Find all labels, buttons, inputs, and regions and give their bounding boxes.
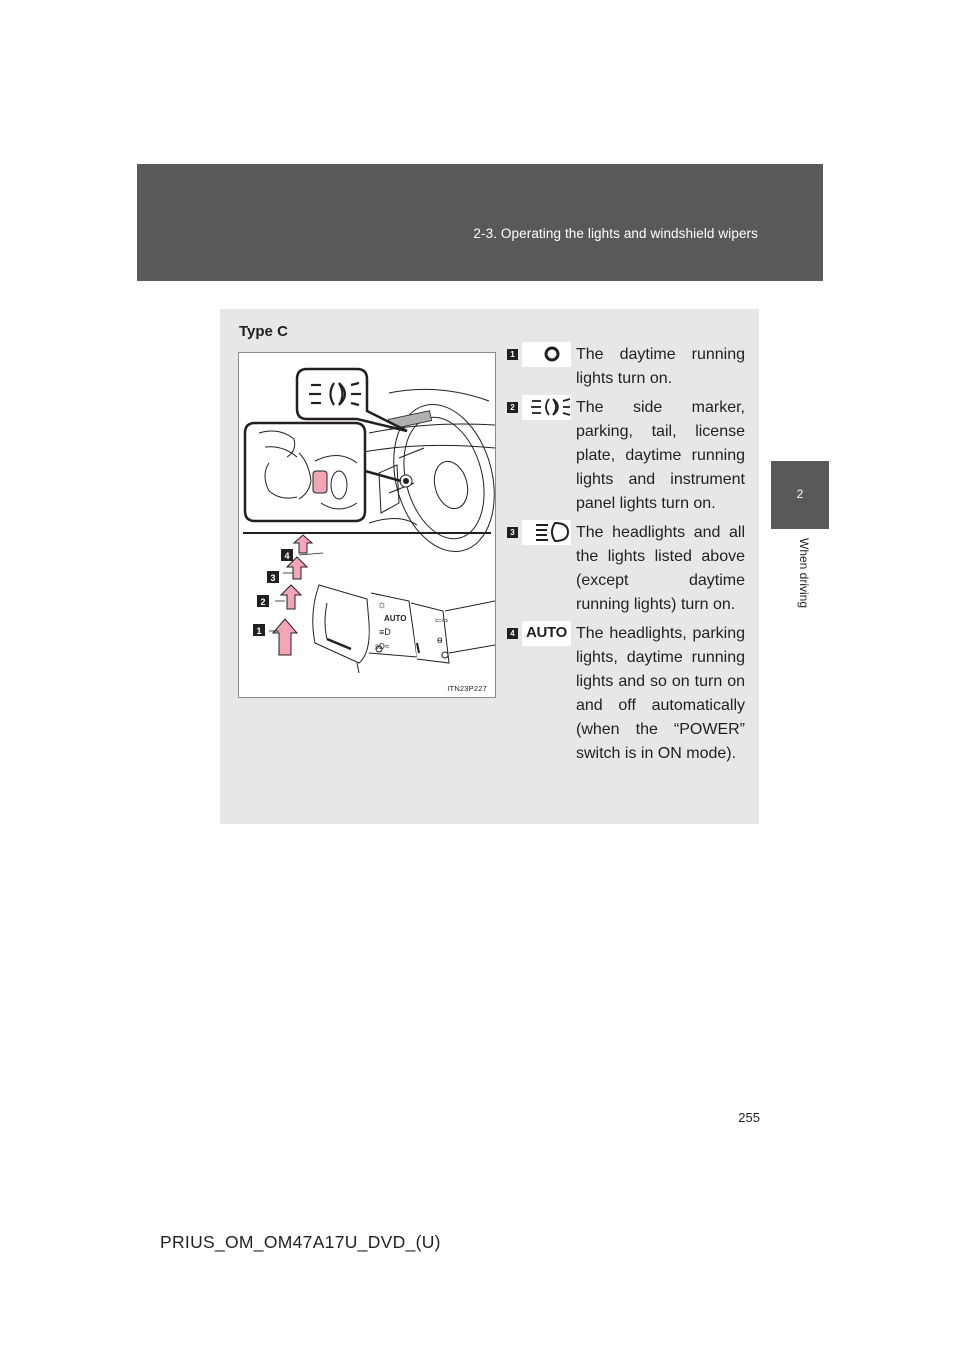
item-description: The daytime running lights turn on. xyxy=(576,346,745,387)
list-item xyxy=(505,342,745,391)
item-number-badge: 2 xyxy=(507,402,518,413)
list-item xyxy=(505,621,745,766)
header-band xyxy=(137,164,823,281)
svg-text:4: 4 xyxy=(284,551,290,561)
svg-text:ɵ: ɵ xyxy=(437,635,443,646)
svg-text:3: 3 xyxy=(270,573,276,583)
item-number-badge: 4 xyxy=(507,628,518,639)
item-number-badge: 1 xyxy=(507,349,518,360)
list-item xyxy=(505,520,745,617)
side-marker-light-icon xyxy=(522,395,571,420)
headlight-icon xyxy=(522,520,571,545)
svg-text:☼: ☼ xyxy=(377,599,388,611)
type-c-panel xyxy=(220,309,759,824)
hand-callout xyxy=(245,423,365,521)
list-item xyxy=(505,395,745,516)
chapter-tab[interactable] xyxy=(771,461,829,529)
daytime-running-light-icon xyxy=(522,342,571,367)
svg-text:2: 2 xyxy=(260,597,266,607)
figure-code: ITN23P227 xyxy=(447,684,487,693)
item-description: The headlights, parking lights, daytime running lights and so on turn on and off automatically (when the “POWER” switch is in ON mode). xyxy=(576,625,745,762)
svg-text:≡D: ≡D xyxy=(379,627,391,637)
item-number-badge: 3 xyxy=(507,527,518,538)
panel-title: Type C xyxy=(239,323,288,340)
section-title: 2-3. Operating the lights and windshield wipers xyxy=(473,226,758,241)
document-code: PRIUS_OM_OM47A17U_DVD_(U) xyxy=(160,1232,441,1252)
svg-text:AUTO: AUTO xyxy=(384,614,407,623)
light-position-list xyxy=(505,342,745,770)
light-switch-illustration xyxy=(238,352,496,698)
item-description: The headlights and all the lights listed above (except daytime running lights) turn on. xyxy=(576,524,745,613)
page-number: 255 xyxy=(738,1110,760,1125)
callout-bubble xyxy=(297,369,407,431)
light-switch-drawing xyxy=(239,353,495,697)
chapter-number: 2 xyxy=(796,487,804,501)
svg-text:1: 1 xyxy=(256,626,262,636)
svg-text:ↄD≈: ↄD≈ xyxy=(375,642,390,651)
item-description: The side marker, parking, tail, license plate, daytime running lights and instrument panel lights turn on. xyxy=(576,399,745,512)
auto-symbol-text: AUTO xyxy=(525,624,568,641)
auto-icon xyxy=(522,621,571,646)
svg-text:⇦⇨: ⇦⇨ xyxy=(435,616,449,625)
chapter-name: When driving xyxy=(797,538,811,609)
stalk-switch-drawing xyxy=(313,585,495,673)
